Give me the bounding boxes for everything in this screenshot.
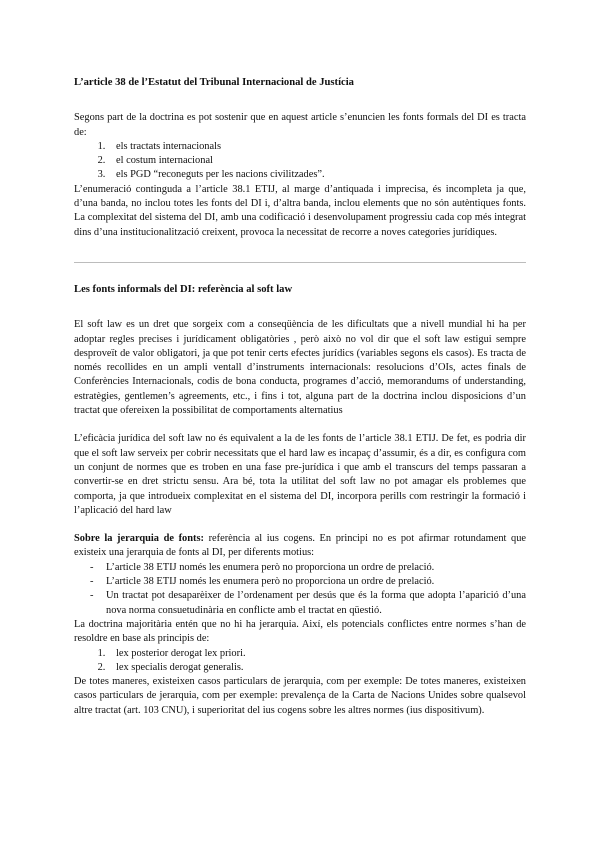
list-item: 1. lex posterior derogat lex priori. bbox=[108, 647, 526, 661]
dash-marker: - bbox=[90, 576, 94, 588]
hierarchy-lead: Sobre la jerarquia de fonts: bbox=[74, 533, 204, 545]
section-divider bbox=[74, 262, 526, 263]
list-item: - Un tractat pot desaparèixer de l’ordenament per desús que és la forma que adopta l’aparició d’una nova norma consuetudinària en conflicte amb el tractat en qüestió. bbox=[90, 590, 526, 616]
list-item: 3. els PGD “reconeguts per les nacions civilitzades”. bbox=[108, 168, 526, 182]
soft-law-paragraph: El soft law es un dret que sorgeix com a conseqüència de les dificultats que a nivell mundial hi ha per adoptar regles precises i jurídicament obligatòries , però això no vol dir que el soft law estigui sempre desproveït de valor obligatori, ja que pot tenir certs efectes jurídics (variables segons els casos). Es tracta de només recollides en un ampli ventall d’instruments internacionals: resolucions d’OIs, actes finals de Conferències Internacionals, codis de bona conducta, programes d’acció, memorandums of understanding, estratègies, gentlemen’s agreements, etc., i fins i tot, alguna part de la doctrina inclou disposicions d’un tractat que ofereixen la possibilitat de comportaments alternatius bbox=[74, 319, 526, 417]
list-item: - L’article 38 ETIJ només les enumera però no proporciona un ordre de prelació. bbox=[90, 561, 526, 575]
enumeration-paragraph: L’enumeració continguda a l’article 38.1 ETIJ, al marge d’antiquada i imprecisa, és incompleta ja que, d’una banda, no inclou totes les fonts del DI i, d’altra banda, inclou elements que no són autèntiques fonts. La complexitat del sistema del DI, amb una codificació i desenvolupament progressiu cada cop més integrat dins d’una institucionalització creixent, provoca la necessitat de recorre a noves categories jurídiques. bbox=[74, 183, 526, 238]
list-item: 2. el costum internacional bbox=[108, 154, 526, 168]
hierarchy-reasons-list bbox=[74, 561, 526, 618]
dash-marker: - bbox=[90, 561, 94, 573]
section-heading-article-38: L’article 38 de l’Estatut del Tribunal Internacional de Justícia bbox=[74, 77, 354, 88]
efficacy-paragraph: L’eficàcia jurídica del soft law no és equivalent a la de les fonts de l’article 38.1 ETIJ. De fet, es podria dir que el soft law serveix per cobrir necessitats que el hard law es incapaç d’assumir, és a dir, es configura com un conjunt de normes que es troben en una fase pre-jurídica i que amb el transcurs del temps passaran a convertir-se en dret strictu sensu. Ara bé, tota la utilitat del soft law no pot amagar els problemes que comporta, ja que introdueix complexitat en el sistema del DI, incorpora perills com restringir la formació i l’aplicació del hard law bbox=[74, 433, 526, 516]
list-item: - L’article 38 ETIJ només les enumera però no proporciona un ordre de prelació. bbox=[90, 575, 526, 589]
hierarchy-paragraph bbox=[74, 532, 526, 561]
section-heading-soft-law: Les fonts informals del DI: referència al soft law bbox=[74, 283, 293, 295]
list-item: 2. lex specialis derogat generalis. bbox=[108, 661, 526, 675]
doctrine-paragraph: La doctrina majoritària entén que no hi ha jerarquia. Així, els potencials conflictes entre normes s’han de resoldre en base als principis de: bbox=[74, 618, 526, 645]
final-paragraph: De totes maneres, existeixen casos particulars de jerarquia, com per exemple: De totes maneres, existeixen casos particulars de jerarquia, com per exemple: prevalença de la Carta de Nacions Unides sobre qualsevol altre tractat (art. 103 CNU), i superioritat del ius cogens sobre les altres normes (ius dispositivum). bbox=[74, 676, 526, 716]
list-item: 1. els tractats internacionals bbox=[108, 140, 526, 154]
formal-sources-list bbox=[74, 140, 526, 183]
hierarchy-text: referència al ius cogens. En principi no es pot afirmar rotundament que existeix una jerarquia de fonts al DI, per diferents motius: bbox=[74, 533, 526, 559]
principles-list bbox=[74, 647, 526, 676]
intro-paragraph: Segons part de la doctrina es pot sostenir que en aquest article s’enuncien les fonts formals del DI es tracta de: bbox=[74, 112, 526, 138]
dash-marker: - bbox=[90, 590, 94, 602]
